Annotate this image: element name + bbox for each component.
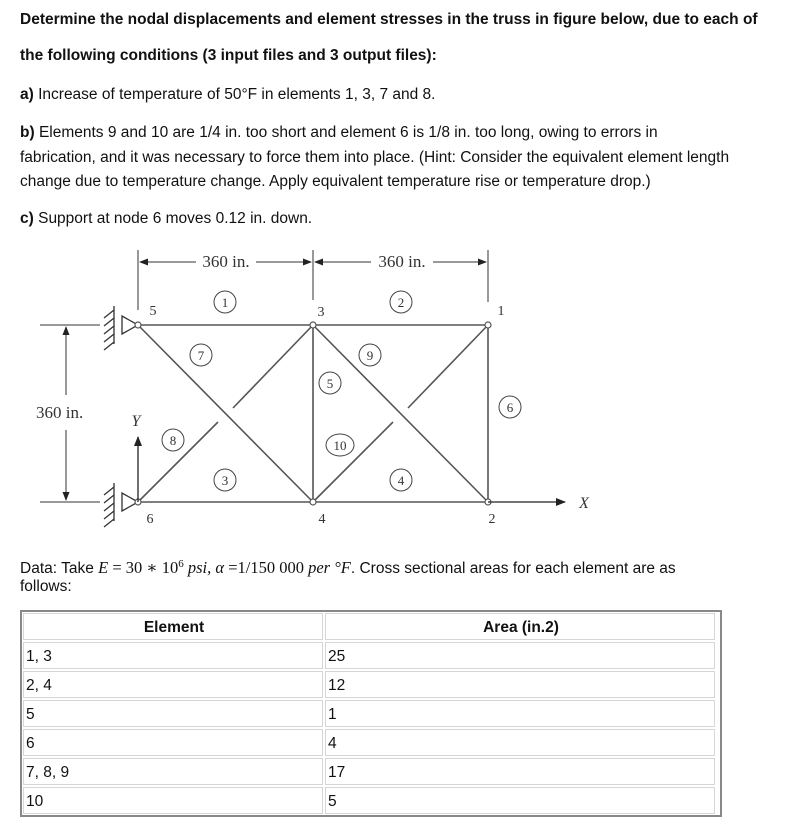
node-label-4: 4 <box>318 512 326 527</box>
problem-title-line-1: Determine the nodal displacements and element stresses in the truss in figure below, due to each of <box>20 11 758 28</box>
cell-element: 7, 8, 9 <box>23 758 323 785</box>
e-exponent: 6 <box>178 558 184 570</box>
element-label-7: 7 <box>197 348 205 363</box>
joint-3 <box>310 322 316 328</box>
x-axis-label: X <box>579 495 589 512</box>
cell-area: 25 <box>325 642 715 669</box>
element-label-3: 3 <box>221 473 229 488</box>
table-row <box>22 728 720 757</box>
table-header-row <box>22 612 720 641</box>
e-unit: psi, <box>183 558 216 578</box>
data-prefix: Data: Take <box>20 560 99 578</box>
element-label-9: 9 <box>366 348 374 363</box>
y-axis-label: Y <box>131 413 141 430</box>
data-statement <box>20 553 676 580</box>
element-label-6: 6 <box>506 400 514 415</box>
header-element: Element <box>23 613 323 640</box>
part-c-label: c) <box>20 210 34 227</box>
element-label-1: 1 <box>221 295 229 310</box>
part-b-label: b) <box>20 124 35 141</box>
joint-5 <box>135 322 141 328</box>
part-a-text: Increase of temperature of 50°F in elements 1, 3, 7 and 8. <box>33 86 436 103</box>
table-row <box>22 699 720 728</box>
part-b-line-2: fabrication, and it was necessary to force them into place. (Hint: Consider the equivalent element length <box>20 148 730 166</box>
pin-support-node-6 <box>104 483 138 527</box>
element-label-5: 5 <box>326 376 334 391</box>
header-area: Area (in.2) <box>325 613 715 640</box>
node-label-5: 5 <box>149 304 157 319</box>
element-label-4: 4 <box>397 473 405 488</box>
part-a-label: a) <box>20 86 34 103</box>
dim-top-left: 360 in. <box>202 252 250 271</box>
part-c-text: Support at node 6 moves 0.12 in. down. <box>33 210 313 227</box>
joint-1 <box>485 322 491 328</box>
cell-element: 10 <box>23 787 323 814</box>
cell-element: 2, 4 <box>23 671 323 698</box>
alpha-symbol: α <box>215 558 225 578</box>
cell-element: 5 <box>23 700 323 727</box>
cell-area: 4 <box>325 729 715 756</box>
table-row <box>22 786 720 815</box>
joint-4 <box>310 499 316 505</box>
area-table <box>20 610 722 817</box>
table-row <box>22 641 720 670</box>
problem-title-line-2: the following conditions (3 input files and 3 output files): <box>20 47 437 64</box>
dim-top-right: 360 in. <box>378 252 426 271</box>
alpha-value: =1/150 000 <box>224 558 309 578</box>
alpha-unit: per °F <box>308 558 351 578</box>
e-symbol: E <box>98 558 109 578</box>
pin-support-node-5 <box>104 306 138 350</box>
cell-area: 1 <box>325 700 715 727</box>
part-b <box>20 121 805 195</box>
table-row <box>22 670 720 699</box>
dim-side: 360 in. <box>36 403 84 422</box>
node-label-1: 1 <box>497 304 505 319</box>
node-label-6: 6 <box>146 512 154 527</box>
cell-area: 5 <box>325 787 715 814</box>
truss-figure <box>0 240 809 540</box>
element-label-8: 8 <box>169 433 177 448</box>
part-a <box>20 84 435 106</box>
element-label-2: 2 <box>397 295 405 310</box>
part-c <box>20 208 312 230</box>
cell-element: 6 <box>23 729 323 756</box>
table-row <box>22 757 720 786</box>
element-label-10: 10 <box>333 438 347 453</box>
node-label-2: 2 <box>488 512 496 527</box>
part-b-line-1 <box>20 121 805 146</box>
node-label-3: 3 <box>317 305 325 320</box>
part-b-line-3: change due to temperature change. Apply equivalent temperature rise or temperature drop.) <box>20 173 651 190</box>
e-value: = 30 ∗ 10 <box>108 558 179 578</box>
data-suffix: . Cross sectional areas for each element are as <box>350 560 676 578</box>
cell-area: 17 <box>325 758 715 785</box>
data-statement-line-2: follows: <box>20 578 72 595</box>
cell-area: 12 <box>325 671 715 698</box>
cell-element: 1, 3 <box>23 642 323 669</box>
part-b-text-1: Elements 9 and 10 are 1/4 in. too short and element 6 is 1/8 in. too long, owing to errors in <box>34 124 658 141</box>
